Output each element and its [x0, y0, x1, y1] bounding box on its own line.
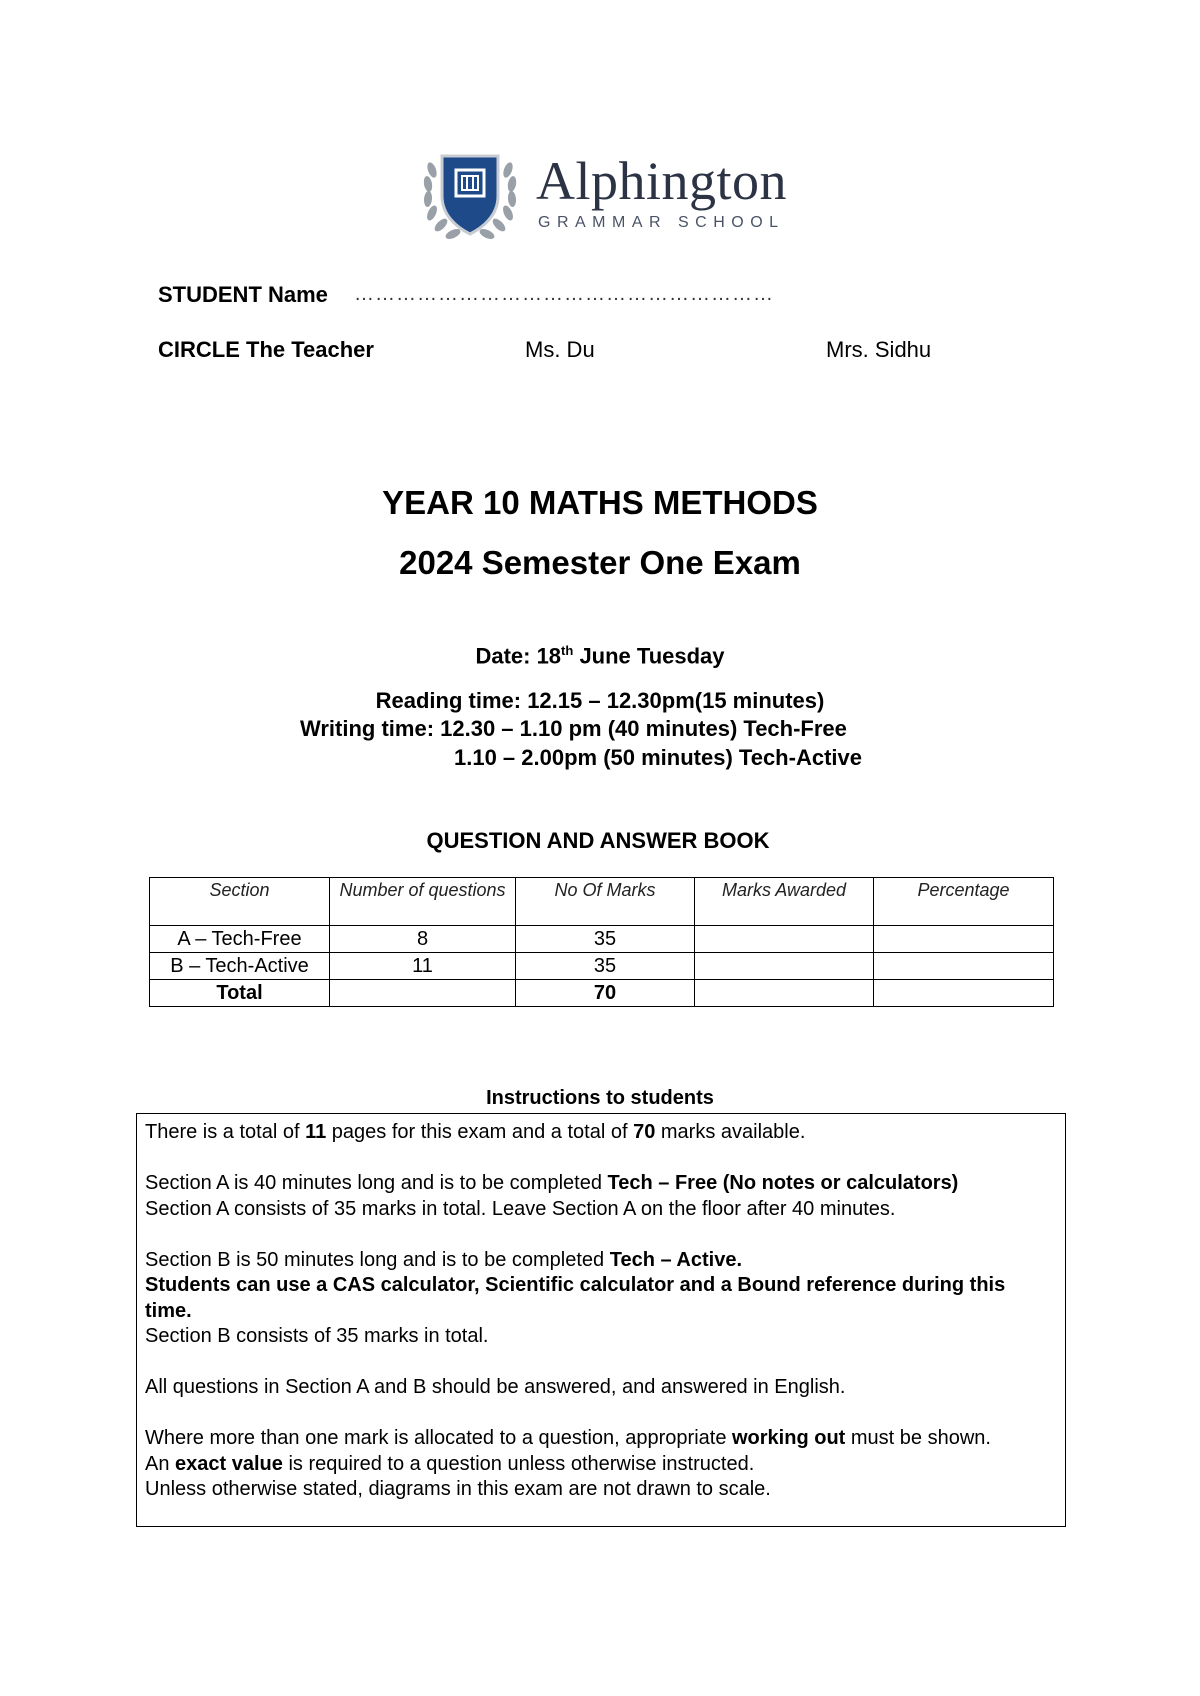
- cell-section: A – Tech-Free: [150, 926, 330, 953]
- writing-time-2: 1.10 – 2.00pm (50 minutes) Tech-Active: [454, 745, 862, 770]
- table-row: [150, 926, 1054, 953]
- exam-subtitle: 2024 Semester One Exam: [399, 544, 801, 581]
- instruction-text: Section B is 50 minutes long and is to be completed: [145, 1248, 610, 1271]
- instruction-section-a: [145, 1171, 1057, 1197]
- instruction-emphasis: Tech – Active.: [609, 1248, 742, 1271]
- cell-questions: 8: [330, 926, 516, 953]
- cell-total-label: Total: [150, 980, 330, 1007]
- cell-awarded[interactable]: [695, 926, 874, 953]
- cell-percentage[interactable]: [874, 926, 1054, 953]
- instruction-emphasis: 70: [633, 1121, 656, 1143]
- instruction-section-a-marks: Section A consists of 35 marks in total. Leave Section A on the floor after 40 minutes.: [145, 1197, 896, 1220]
- instructions-heading: Instructions to students: [486, 1087, 714, 1109]
- exam-date: [0, 643, 1200, 669]
- instruction-diagrams: Unless otherwise stated, diagrams in this exam are not drawn to scale.: [145, 1478, 771, 1500]
- cell-percentage[interactable]: [874, 953, 1054, 980]
- instruction-text: marks available.: [655, 1121, 806, 1143]
- header-number-of-questions: Number of questions: [330, 878, 516, 926]
- student-name-blank[interactable]: ……………………………………………………: [354, 283, 774, 305]
- instruction-text: An: [145, 1452, 176, 1475]
- teacher-label: CIRCLE The Teacher: [158, 337, 374, 362]
- instruction-working-out: [145, 1426, 1057, 1452]
- header-section: Section: [150, 878, 330, 926]
- instruction-text: is required to a question unless otherwise instructed.: [282, 1452, 755, 1475]
- date-ordinal: th: [561, 643, 574, 658]
- table-total-row: [150, 980, 1054, 1007]
- cell-total-questions: [330, 980, 516, 1007]
- cell-total-percentage[interactable]: [874, 980, 1054, 1007]
- book-title: QUESTION AND ANSWER BOOK: [426, 828, 770, 853]
- cell-total-marks: 70: [516, 980, 695, 1007]
- instruction-text: must be shown.: [845, 1427, 991, 1449]
- instruction-section-b: [145, 1248, 1057, 1274]
- table-row: [150, 953, 1054, 980]
- instruction-emphasis: Students can use a CAS calculator, Scientific calculator and a Bound reference during this time.: [145, 1274, 1006, 1322]
- school-crest-icon: [418, 148, 522, 248]
- instruction-exact-value: [145, 1452, 1057, 1478]
- cell-total-awarded[interactable]: [695, 980, 874, 1007]
- marks-table: [149, 877, 1054, 1007]
- header-percentage: Percentage: [874, 878, 1054, 926]
- instruction-text: pages for this exam and a total of: [326, 1121, 634, 1143]
- instruction-section-b-marks: Section B consists of 35 marks in total.: [145, 1325, 489, 1347]
- header-marks-awarded: Marks Awarded: [695, 878, 874, 926]
- instruction-text: Section A is 40 minutes long and is to be completed: [145, 1172, 608, 1194]
- school-wordmark: Alphington: [536, 151, 788, 211]
- instruction-text: There is a total of: [145, 1121, 306, 1143]
- instruction-emphasis: 11: [305, 1121, 327, 1143]
- cell-marks: 35: [516, 953, 695, 980]
- exam-title: YEAR 10 MATHS METHODS: [382, 484, 818, 521]
- instructions-box: [136, 1113, 1066, 1527]
- instruction-answer-all: All questions in Section A and B should be answered, and answered in English.: [145, 1376, 846, 1398]
- school-subtitle: GRAMMAR SCHOOL: [538, 214, 785, 231]
- reading-time: Reading time: 12.15 – 12.30pm(15 minutes): [375, 688, 825, 713]
- writing-time-1: Writing time: 12.30 – 1.10 pm (40 minutes) Tech-Free: [300, 716, 847, 741]
- instruction-emphasis: Tech – Free (No notes or calculators): [607, 1172, 959, 1194]
- instruction-pages: [145, 1120, 1057, 1146]
- cell-questions: 11: [330, 953, 516, 980]
- cell-section: B – Tech-Active: [150, 953, 330, 980]
- date-suffix: June Tuesday: [573, 643, 725, 669]
- teacher-option-du[interactable]: Ms. Du: [525, 337, 595, 362]
- instruction-text: Where more than one mark is allocated to a question, appropriate: [145, 1427, 732, 1449]
- instruction-emphasis: exact value: [175, 1452, 283, 1475]
- instruction-emphasis: working out: [732, 1427, 846, 1449]
- teacher-option-sidhu[interactable]: Mrs. Sidhu: [826, 337, 932, 362]
- instruction-calculators: [145, 1273, 1057, 1324]
- student-name-label: STUDENT Name: [158, 282, 328, 307]
- table-header-row: [150, 878, 1054, 926]
- date-prefix: Date: 18: [475, 643, 562, 669]
- header-no-of-marks: No Of Marks: [516, 878, 695, 926]
- cell-awarded[interactable]: [695, 953, 874, 980]
- cell-marks: 35: [516, 926, 695, 953]
- school-logo: [418, 148, 788, 248]
